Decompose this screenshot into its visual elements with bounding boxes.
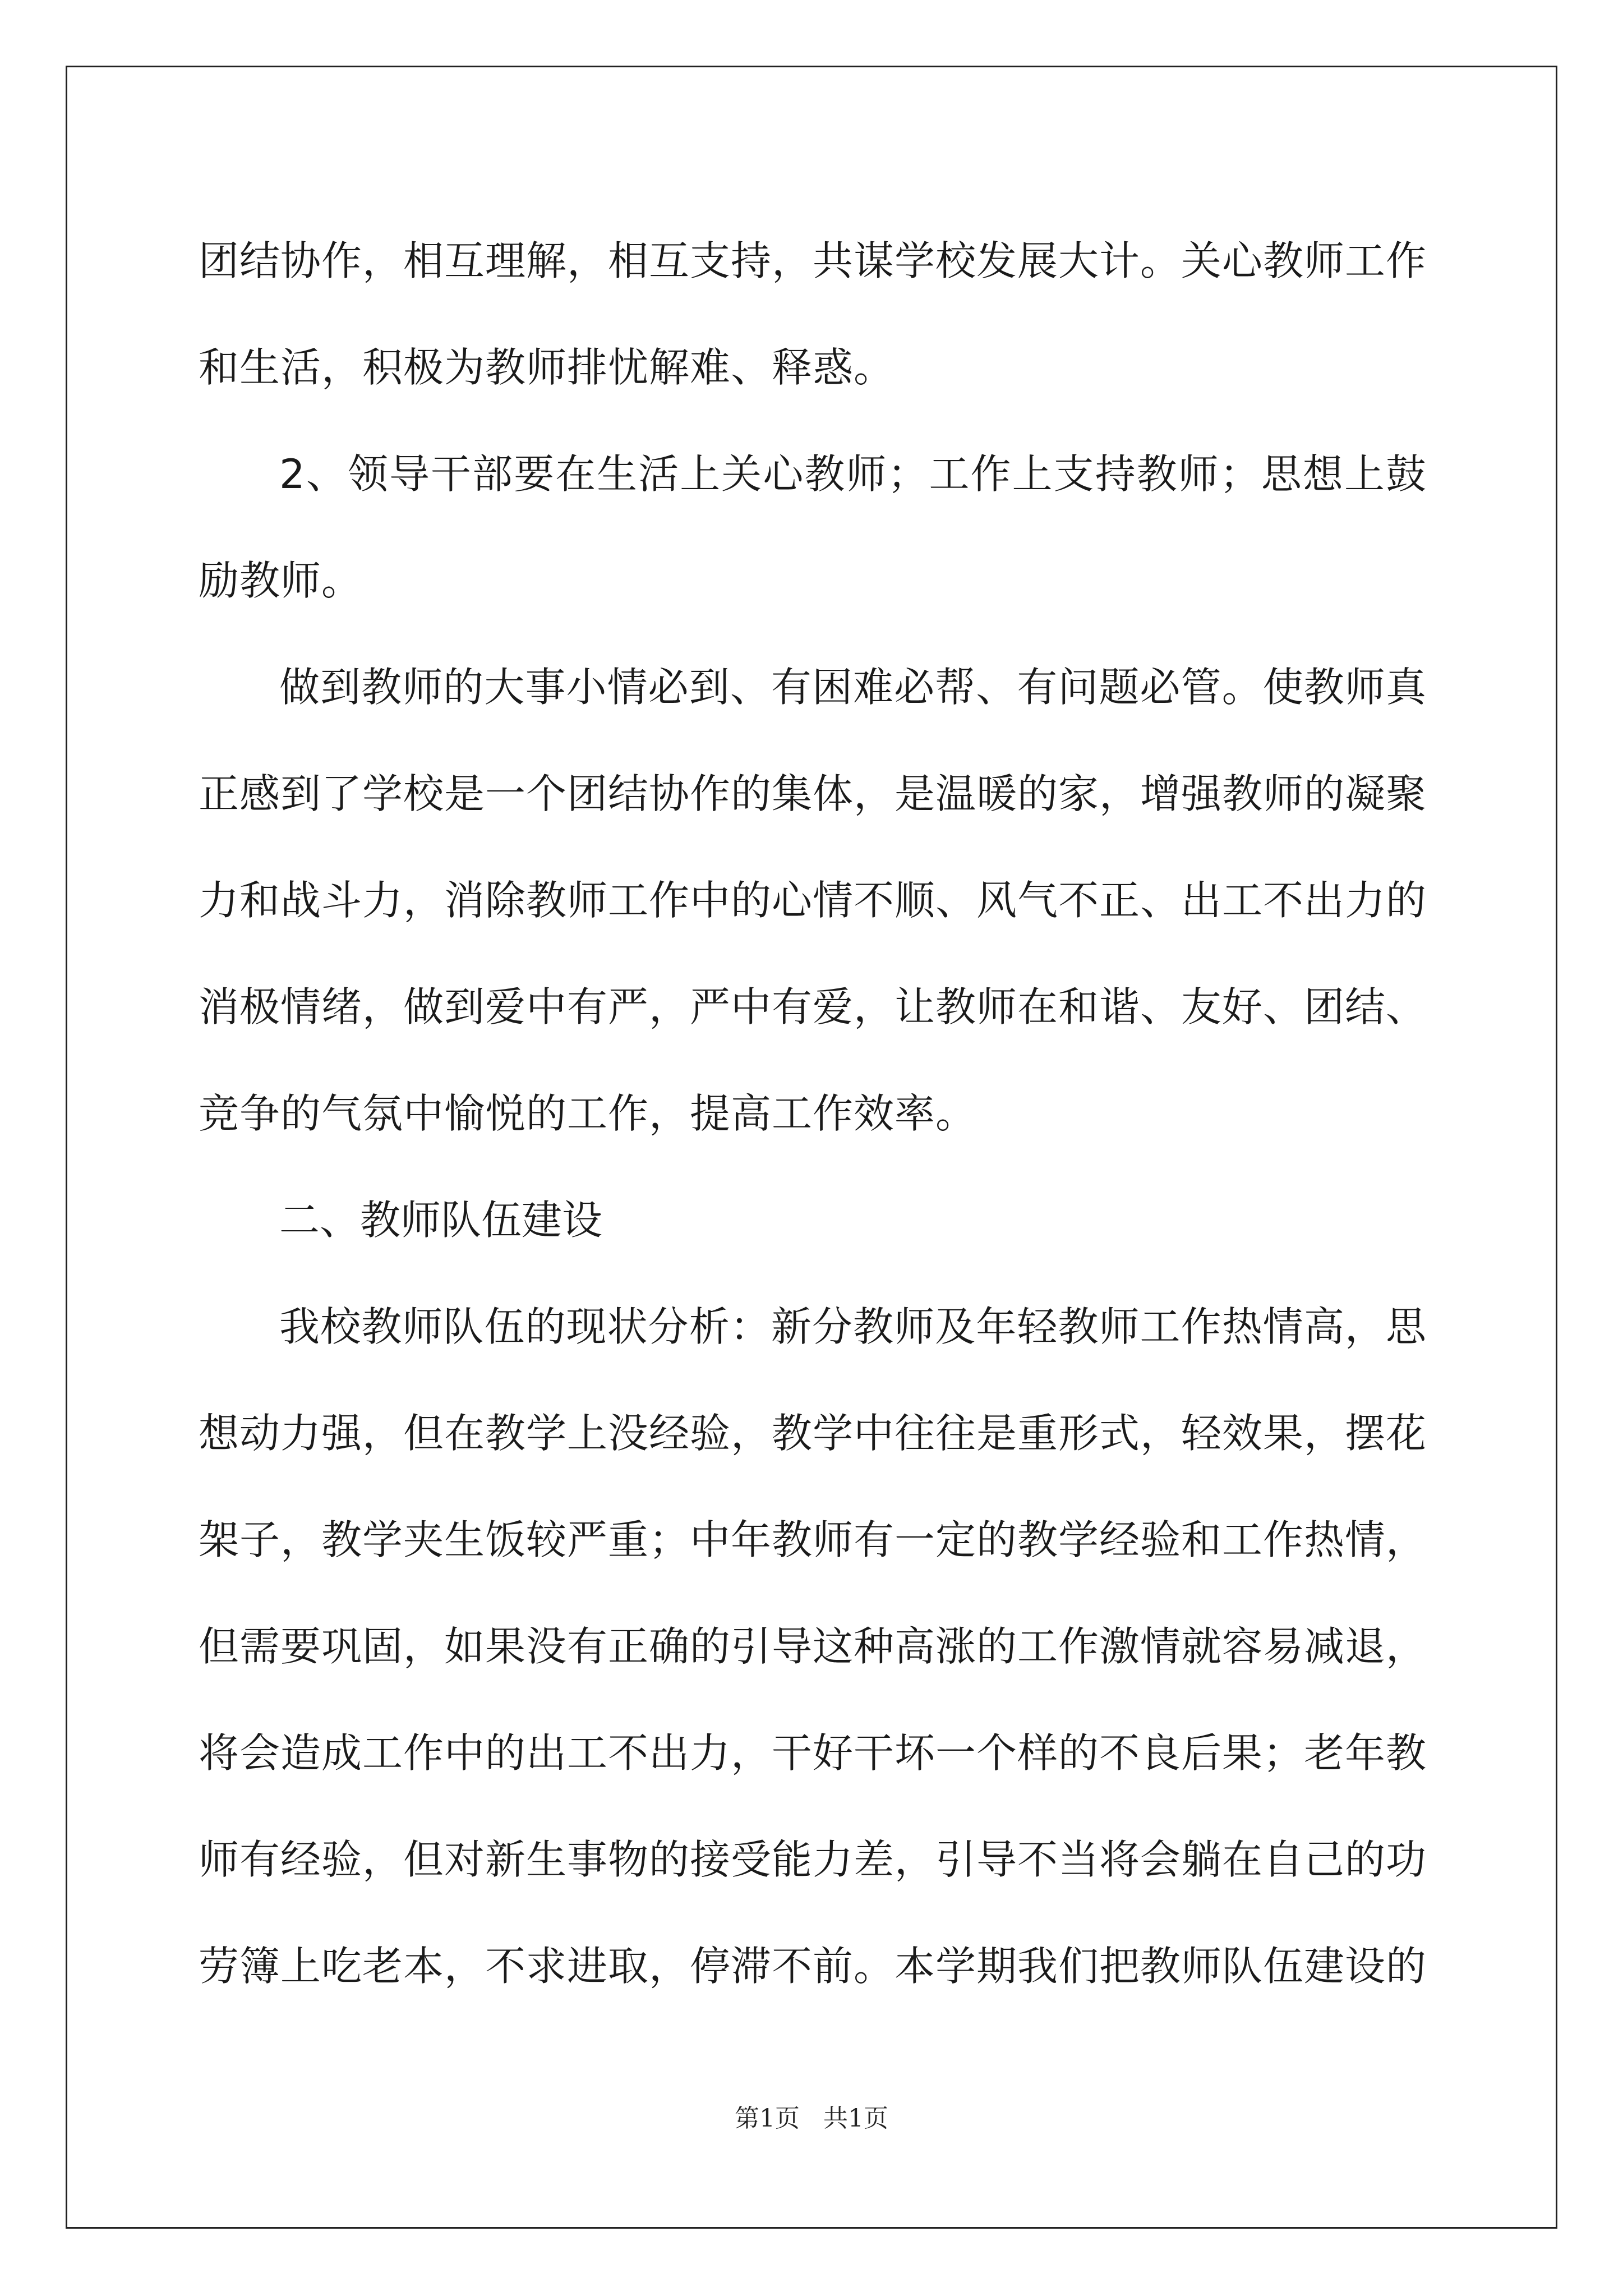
page-number-footer: 第1页 共1页 [735, 2104, 888, 2133]
paragraph-teacher-welfare: 做到教师的大事小情必到、有困难必帮、有问题必管。使教师真正感到了学校是一个团结协作的集体，是温暖的家，增强教师的凝聚力和战斗力，消除教师工作中的心情不顺、风气不正、出工不出力的消极情绪，做到爱中有严，严中有爱，让教师在和谐、友好、团结、竞争的气氛中愉悦的工作，提高工作效率。 [199, 664, 1427, 1137]
paragraph-care-for-teachers: 团结协作，相互理解，相互支持，共谋学校发展大计。关心教师工作和生活，积极为教师排忧解难、释惑。 [199, 237, 1427, 391]
section-heading-teacher-team: 二、教师队伍建设 [279, 1197, 603, 1244]
paragraph-team-analysis: 我校教师队伍的现状分析：新分教师及年轻教师工作热情高，思想动力强，但在教学上没经验，教学中往往是重形式，轻效果，摆花架子，教学夹生饭较严重；中年教师有一定的教学经验和工作热情，但需要巩固，如果没有正确的引导这种高涨的工作激情就容易减退，将会造成工作中的出工不出力，干好干坏一个样的不良后果；老年教师有经验，但对新生事物的接受能力差，引导不当将会躺在自己的功劳簿上吃老本，不求进取，停滞不前。本学期我们把教师队伍建设的 [199, 1303, 1427, 1990]
paragraph-leaders-support: 2、领导干部要在生活上关心教师；工作上支持教师；思想上鼓励教师。 [199, 450, 1427, 604]
document-body [199, 208, 1427, 2019]
